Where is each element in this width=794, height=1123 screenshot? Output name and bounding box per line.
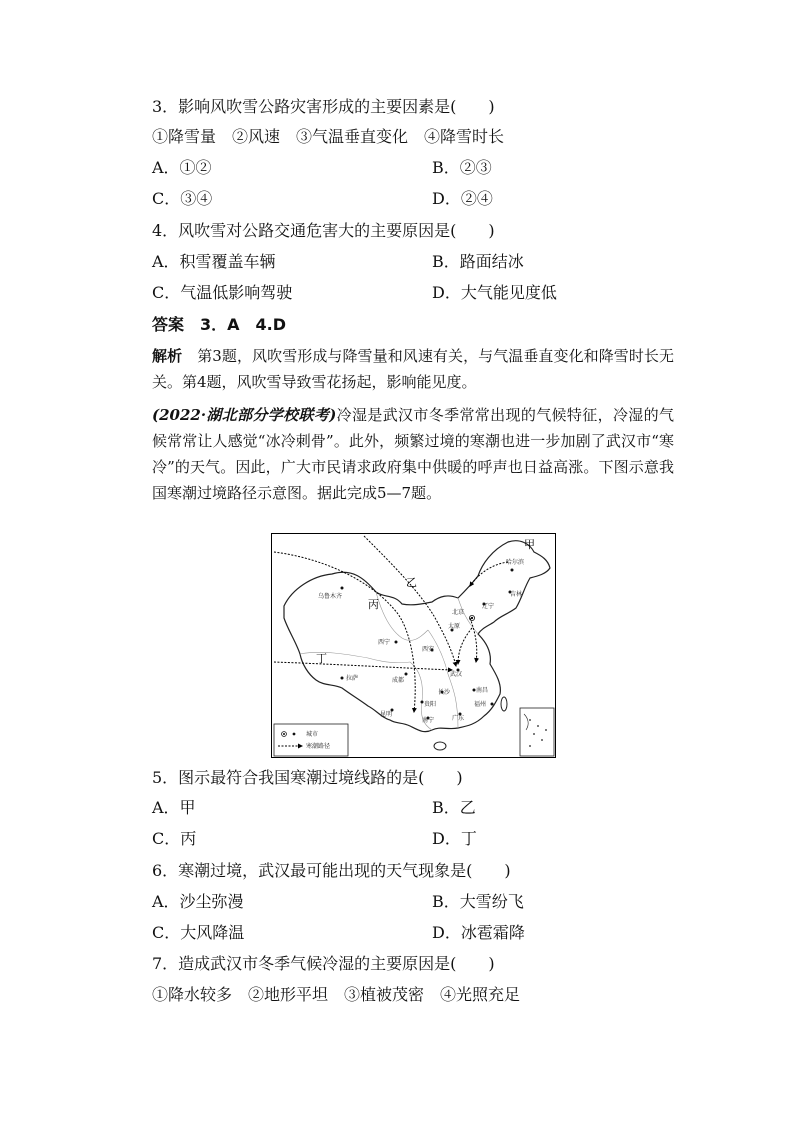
city-guiyang: 贵阳 xyxy=(424,701,437,708)
q5-stem: 5．图示最符合我国寒潮过境线路的是( ) xyxy=(152,768,463,787)
answer-line xyxy=(152,314,672,336)
city-dot xyxy=(341,677,344,680)
city-dot xyxy=(491,703,494,706)
city-nanning: 南宁 xyxy=(422,717,435,724)
city-dot xyxy=(511,569,514,572)
city-wuhan: 武汉 xyxy=(450,671,463,678)
q3-items: ①降雪量 ②风速 ③气温垂直变化 ④降雪时长 xyxy=(152,127,505,146)
q7-items: ①降水较多 ②地形平坦 ③植被茂密 ④光照充足 xyxy=(152,985,521,1004)
explanation-text: 第3题，风吹雪形成与降雪量和风速有关，与气温垂直变化和降雪时长无关。第4题，风吹雪导致雪花扬起，影响能见度。 xyxy=(152,347,674,391)
route-label-bing: 丙 xyxy=(368,598,379,611)
city-chengdu: 成都 xyxy=(392,677,405,684)
q3-option-a: A．①② xyxy=(152,158,212,177)
q3-stem: 3．影响风吹雪公路灾害形成的主要因素是( ) xyxy=(152,97,495,116)
route-label-ding: 丁 xyxy=(316,652,327,665)
q6-option-a: A．沙尘弥漫 xyxy=(152,892,244,911)
q3-option-d: D．②④ xyxy=(432,189,493,208)
city-dot xyxy=(405,673,408,676)
passage-source: (2022·湖北部分学校联考) xyxy=(152,406,337,424)
map-legend xyxy=(274,724,348,756)
q4-stem: 4．风吹雪对公路交通危害大的主要原因是( ) xyxy=(152,221,495,240)
city-xian: 西安 xyxy=(422,646,435,653)
q4-option-b: B．路面结冰 xyxy=(432,252,524,271)
passage-text: 冷湿是武汉市冬季常常出现的气候特征，冷湿的气候常常让人感觉“冰冷刺骨”。此外，频繁过境的寒潮也进一步加剧了武汉市“寒冷”的天气。因此，广大市民请求政府集中供暖的呼声也日益高涨。下图示意我国寒潮过境路径示意图。据此完成5—7题。 xyxy=(152,406,674,502)
city-dot xyxy=(395,641,398,644)
city-fuzhou: 福州 xyxy=(474,701,487,708)
q6-option-c: C．大风降温 xyxy=(152,923,245,942)
city-changsha: 长沙 xyxy=(438,689,451,696)
city-nanchang: 南昌 xyxy=(476,687,489,694)
legend-city-label: 城市 xyxy=(306,731,319,738)
q6-option-b: B．大雪纷飞 xyxy=(432,892,524,911)
explanation-tag: 解析 xyxy=(152,347,183,365)
cold-wave-route-map xyxy=(271,533,556,758)
city-lhasa: 拉萨 xyxy=(346,675,359,682)
q5-option-a: A．甲 xyxy=(152,798,196,817)
explanation xyxy=(152,343,674,395)
q3-option-c: C．③④ xyxy=(152,189,213,208)
city-guangdong: 广东 xyxy=(452,715,465,722)
capital-dot xyxy=(471,617,473,619)
passage xyxy=(152,402,674,506)
answer-value: 3．A 4.D xyxy=(184,315,287,334)
china-outline xyxy=(284,541,550,732)
city-beijing: 北京 xyxy=(452,609,465,616)
city-xining: 西宁 xyxy=(378,639,391,646)
q5-option-c: C．丙 xyxy=(152,829,197,848)
city-liaoning: 辽宁 xyxy=(482,603,495,610)
city-kunming: 昆明 xyxy=(380,711,393,718)
q7-stem: 7．造成武汉市冬季气候冷湿的主要原因是( ) xyxy=(152,954,495,973)
answer-tag: 答案 xyxy=(152,315,185,334)
city-harbin: 哈尔滨 xyxy=(506,559,525,566)
q6-stem: 6．寒潮过境，武汉最可能出现的天气现象是( ) xyxy=(152,861,511,880)
q6-option-d: D．冰雹霜降 xyxy=(432,923,525,942)
q5-option-d: D．丁 xyxy=(432,829,477,848)
route-label-jia: 甲 xyxy=(524,538,535,551)
hainan-island xyxy=(434,742,446,750)
city-taiyuan: 太原 xyxy=(448,623,461,630)
city-jilin: 吉林 xyxy=(510,591,523,598)
q5-option-b: B．乙 xyxy=(432,798,476,817)
q3-option-b: B．②③ xyxy=(432,158,492,177)
legend-route-label: 寒潮路径 xyxy=(306,743,331,750)
route-label-yi: 乙 xyxy=(406,576,417,589)
taiwan-island xyxy=(501,697,507,711)
city-dot xyxy=(341,587,344,590)
q4-option-c: C．气温低影响驾驶 xyxy=(152,283,293,302)
q4-option-d: D．大气能见度低 xyxy=(432,283,557,302)
map-svg xyxy=(272,534,555,757)
q4-option-a: A．积雪覆盖车辆 xyxy=(152,252,276,271)
legend-city-icon xyxy=(293,733,296,736)
city-urumqi: 乌鲁木齐 xyxy=(318,593,343,600)
